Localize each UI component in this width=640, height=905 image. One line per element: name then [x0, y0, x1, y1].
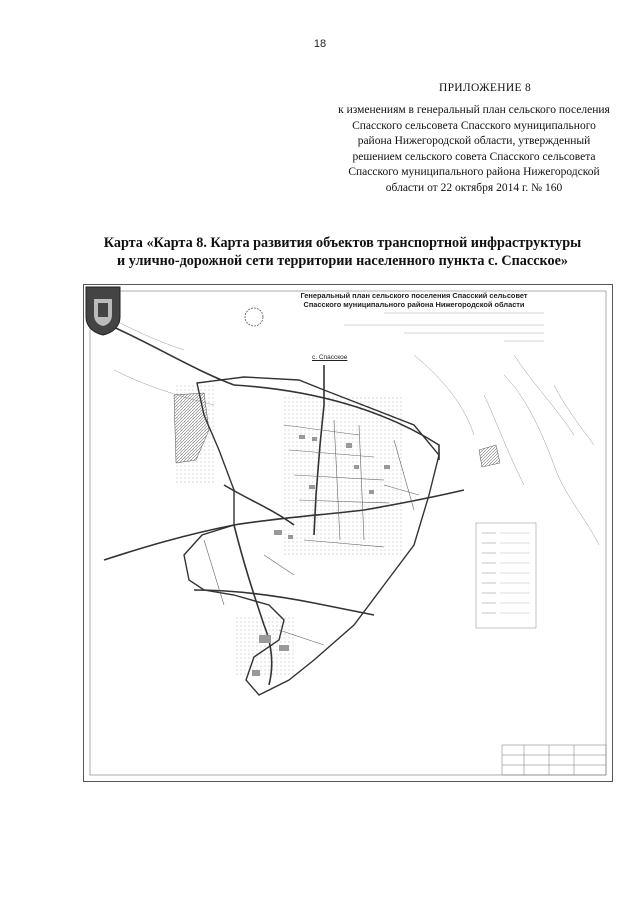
appendix-title: ПРИЛОЖЕНИЕ 8: [438, 82, 531, 94]
zone-north: [284, 395, 404, 555]
map-title-line-1: Генеральный план сельского поселения Спасский сельсовет: [300, 291, 528, 300]
map-title-block: [284, 291, 544, 309]
map-header-notes: [344, 313, 544, 341]
coat-of-arms-emblem: [84, 285, 122, 337]
map-legend: [476, 523, 536, 628]
page-number: 18: [313, 38, 327, 50]
map-place-label: с. Спасское: [312, 354, 348, 361]
roundabout-north: [245, 308, 263, 326]
map-heading-line-1: Карта «Карта 8. Карта развития объектов транспортной инфраструктуры: [103, 235, 582, 251]
hatched-area-east: [479, 445, 500, 467]
map-title-line-2: Спасского муниципального района Нижегородской области: [303, 300, 525, 309]
title-stamp: [502, 745, 606, 775]
appendix-description: к изменениям в генеральный план сельского поселения Спасского сельсовета Спасского муниципального района Нижегородской области, утвержденный решением сельского совета Спасского сельсовета Спасского муниципального района Нижегородской области от 22 октября 2014 г. № 160: [338, 104, 610, 194]
map-frame: [83, 284, 613, 782]
map-heading-line-2: и улично-дорожной сети территории населенного пункта с. Спасское»: [117, 253, 568, 269]
map-heading: [60, 234, 625, 270]
map-drawing: [84, 285, 612, 781]
